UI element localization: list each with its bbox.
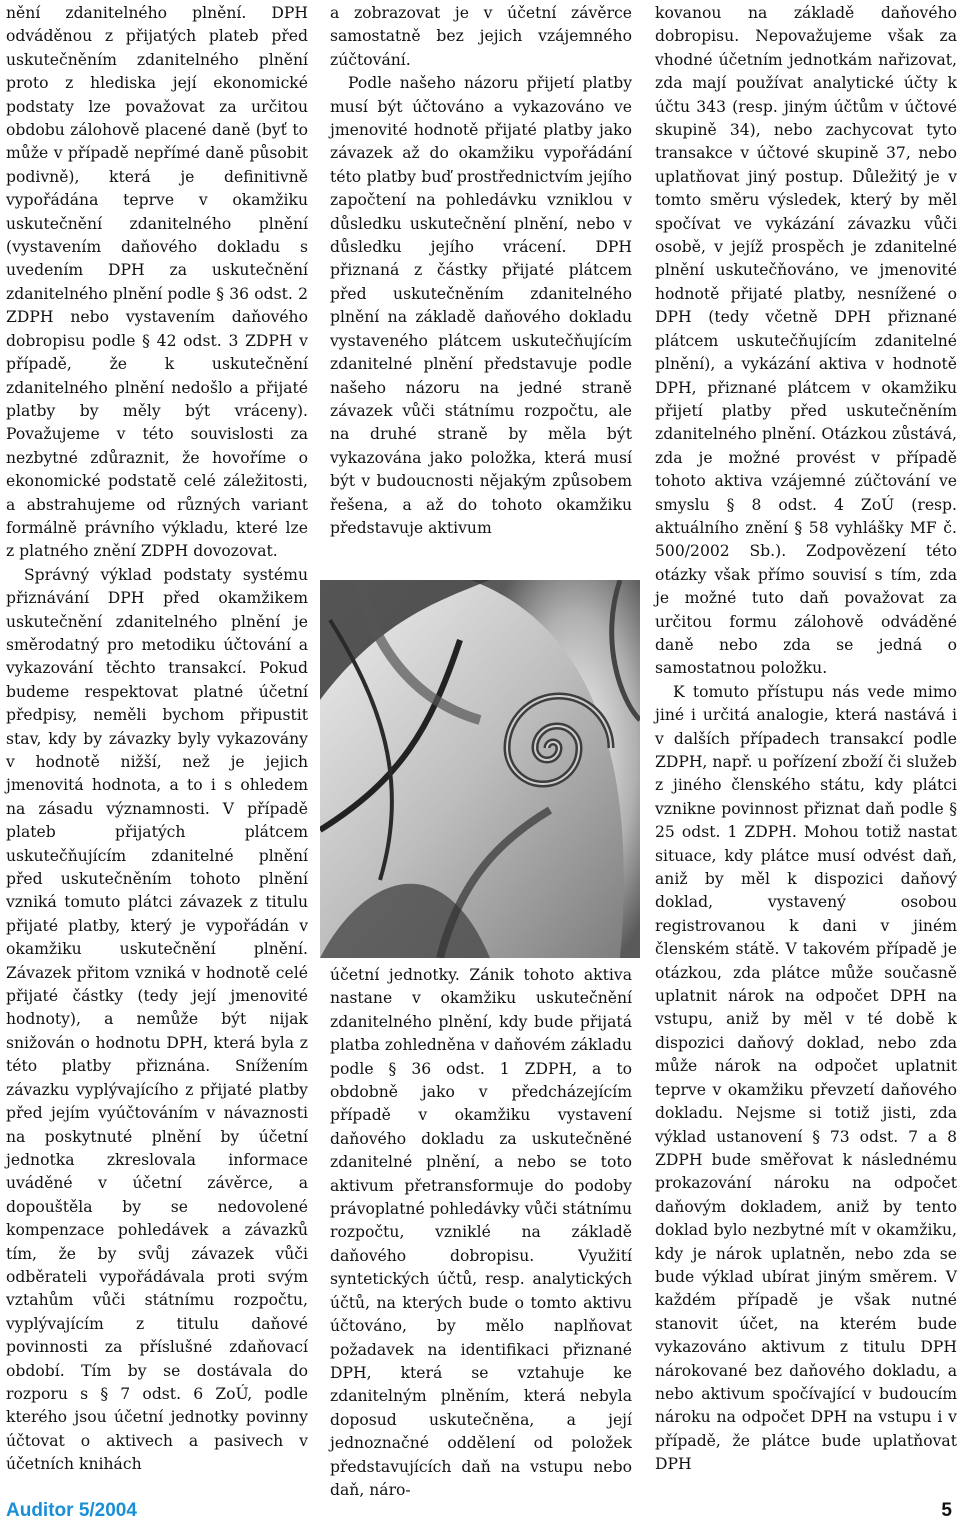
article-column-2-bottom <box>330 964 632 1502</box>
publication-label: Auditor 5/2004 <box>6 1500 137 1521</box>
column2-paragraph-1: a zobrazovat je v účetní závěrce samostatně bez jejich vzájemného zúčtování. <box>330 4 632 69</box>
column2-paragraph-2: Podle našeho názoru přijetí platby musí být účtováno a vykazováno ve jmenovité hodnotě přijaté platby jako závazek až do okamžiku vypořádání této platby buď prostřednictvím jejího započtení na pohledávku vzniklou v důsledku uskutečnění plnění, nebo v důsledku jejího vrácení. DPH přiznaná z částky přijaté plátcem před uskutečněním zdanitelného plnění na základě daňového dokladu vystaveného plátcem uskutečňujícím zdanitelné plnění představuje podle našeho názoru na jedné straně závazek vůči státnímu rozpočtu, ale na druhé straně by měla být vykazována jako položka, která musí být v budoucnosti nějakým způsobem řešena, a až do tohoto okamžiku představuje aktivum <box>330 74 632 537</box>
abstract-painting-image <box>320 580 640 958</box>
column2-paragraph-3: účetní jednotky. Zánik tohoto aktiva nastane v okamžiku uskutečnění zdanitelného plnění, kdy bude přijatá platba zohledněna v daňovém základu podle § 36 odst. 1 ZDPH, a to obdobně jako v předcházejícím případě v okamžiku vystavení daňového dokladu za uskutečněné zdanitelné plnění, a nebo se toto aktivum přetransformuje do podoby právoplatné pohledávky vůči státnímu rozpočtu, vzniklé na základě daňového dobropisu. Využití syntetických účtů, resp. analytických účtů, na kterých bude o tomto aktivu účtováno, by mělo naplňovat požadavek na identifikaci přiznané DPH, která se vztahuje ke zdanitelným plněním, která nebyla doposud uskutečněna, a její jednoznačné oddělení od položek představujících daň na vstupu nebo daň, náro- <box>330 966 632 1499</box>
column3-paragraph-1: kovanou na základě daňového dobropisu. Nepovažujeme však za vhodné účetním jednotkám nařizovat, zda mají používat analytické účty k účtu 343 (resp. jiným účtům v účtové skupině 34), nebo zachycovat tyto transakce v účtové skupině 37, nebo uplatňovat jiný postup. Důležitý je v tomto směru výsledek, který by měl spočívat ve vykázání závazku vůči osobě, v jejíž prospěch je zdanitelné plnění uskutečňováno, ve jmenovité hodnotě přijaté platby, nesnížené o DPH (tedy včetně DPH přiznané plátcem uskutečňujícím zdanitelné plnění), a vykázání aktiva v hodnotě DPH, přiznané plátcem v okamžiku přijetí platby před uskutečněním zdanitelného plnění. Otázkou zůstává, zda je možné provést v případě tohoto aktiva vzájemné zúčtování ve smyslu § 8 odst. 4 ZoÚ (resp. aktuálního znění § 58 vyhlášky MF č. 500/2002 Sb.). Zodpovězení této otázky však přímo souvisí s tím, zda je možné tuto daň považovat za určitou formu zálohově odváděné daně nebo zda se jedná o samostatnou položku. <box>655 4 957 678</box>
page-number: 5 <box>941 1500 952 1521</box>
column1-paragraph-1: nění zdanitelného plnění. DPH odváděnou z přijatých plateb před uskutečněním zdanitelného plnění proto z hlediska její ekonomické podstaty lze považovat za určitou obdobu zálohově placené daně (byť to může v případě nepřímé daně působit podivně), která je definitivně vypořádána teprve v okamžiku uskutečnění zdanitelného plnění (vystavením daňového dokladu s uvedením DPH za uskutečnění zdanitelného plnění podle § 36 odst. 2 ZDPH nebo vystavením daňového dobropisu podle § 42 odst. 3 ZDPH v případě, že k uskutečnění zdanitelného plnění nedošlo a přijaté platby by měly být vráceny). Považujeme v této souvislosti za nezbytné zdůraznit, že hovoříme o ekonomické podstatě celé záležitosti, a abstrahujeme od různých variant formálně právního výkladu, které lze z platného znění ZDPH dovozovat. <box>6 4 308 561</box>
article-column-3 <box>655 2 957 1477</box>
column1-paragraph-2: Správný výklad podstaty systému přiznávání DPH před okamžikem uskutečnění zdanitelného plnění je směrodatný pro metodiku účtování a vykazování těchto transakcí. Pokud budeme respektovat platné účetní předpisy, neměli bychom připustit stav, kdy by závazky byly vykazovány v hodnotě nižší, než je jejich jmenovitá hodnota, a to i s ohledem na zásadu významnosti. V případě plateb přijatých plátcem uskutečňujícím zdanitelné plnění před uskutečněním tohoto plnění vzniká tomuto plátci závazek z titulu přijaté platby, který je vypořádán v okamžiku uskutečnění plnění. Závazek přitom vzniká v hodnotě celé přijaté částky (tedy její jmenovité hodnoty), a nemůže být nijak snižován o hodnotu DPH, která byla z této platby přiznána. Snížením závazku vyplývajícího z přijaté platby před jejím vyúčtováním v návaznosti na poskytnuté plnění by účetní jednotka zkreslovala informace uváděné v účetní závěrce, a dopouštěla by se nedovolené kompenzace pohledávek a závazků tím, že by svůj závazek vůči odběrateli vypořádávala proti svým vztahům vůči státnímu rozpočtu, vyplývajícím z titulu daňové povinnosti za příslušné zdaňovací období. Tím by se dostávala do rozporu s § 7 odst. 6 ZoÚ, podle kterého jsou účetní jednotky povinny účtovat o aktivech a pasivech v účetních knihách <box>6 565 308 1474</box>
article-column-2-top <box>330 2 632 540</box>
column3-paragraph-2: K tomuto přístupu nás vede mimo jiné i určitá analogie, která nastává i v dalších případech transakcí podle ZDPH, např. u pořízení zboží či služeb z jiného členského státu, kdy plátci vznikne povinnost přiznat daň podle § 25 odst. 1 ZDPH. Mohou totiž nastat situace, kdy plátce musí odvést daň, aniž by měl k dispozici daňový doklad, vystavený osobou registrovanou k dani v jiném členském státě. V takovém případě je otázkou, zda plátce může současně uplatnit nárok na odpočet DPH na vstupu, aniž by měl v té době k dispozici daňový doklad, nebo zda může nárok na odpočet uplatnit teprve v okamžiku převzetí daňového dokladu. Nejsme si totiž jisti, zda výklad ustanovení § 73 odst. 7 a 8 ZDPH bude směřovat k následnému prokazování nároku na odpočet daňovým dokladem, aniž by tento doklad bylo nezbytné mít v okamžiku, kdy je nárok uplatněn, nebo zda se bude výklad ubírat jiným směrem. V každém případě je však nutné stanovit účet, na kterém bude vykazováno aktivum z titulu DPH nárokované bez daňového dokladu, a nebo aktivum spočívající v budoucím nároku na odpočet DPH na vstupu i v případě, že plátce bude uplatňovat DPH <box>655 682 957 1474</box>
article-column-1 <box>6 2 308 1477</box>
